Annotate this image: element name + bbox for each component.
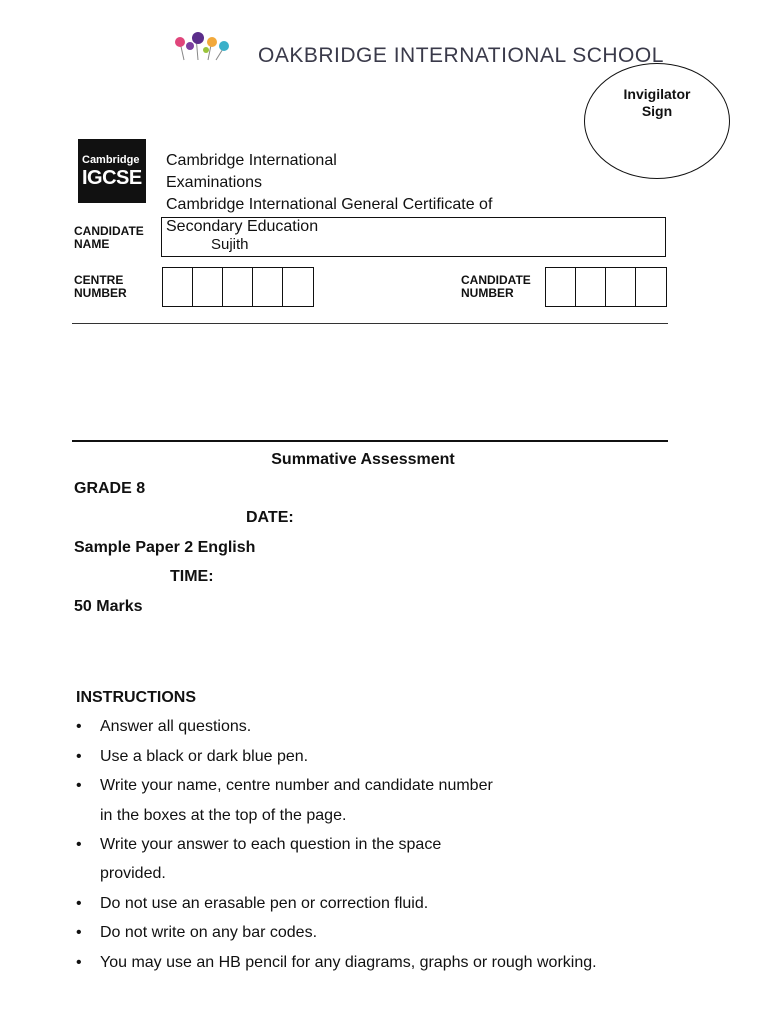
exam-body-line-1: Cambridge International bbox=[166, 152, 337, 169]
total-marks: 50 Marks bbox=[74, 598, 143, 615]
exam-body-line-2: Examinations bbox=[166, 174, 263, 191]
instruction-item: • Do not use an erasable pen or correction fluid. bbox=[76, 889, 696, 918]
candidate-number-digit[interactable] bbox=[636, 268, 666, 306]
logo-line-cambridge: Cambridge bbox=[82, 153, 140, 166]
cambridge-igcse-logo bbox=[78, 139, 146, 203]
centre-number-digit[interactable] bbox=[193, 268, 223, 306]
candidate-number-digit[interactable] bbox=[576, 268, 606, 306]
centre-number-digit[interactable] bbox=[253, 268, 283, 306]
assessment-title: Summative Assessment bbox=[271, 451, 455, 468]
logo-line-igcse: IGCSE bbox=[82, 166, 142, 189]
header-divider bbox=[72, 323, 668, 324]
candidate-name-label: CANDIDATE NAME bbox=[74, 224, 144, 251]
candidate-number-label: CANDIDATE NUMBER bbox=[461, 273, 531, 300]
exam-body-line-4: Secondary Education bbox=[166, 218, 319, 235]
instruction-item: • You may use an HB pencil for any diagrams, graphs or rough working. bbox=[76, 948, 696, 977]
centre-number-digit[interactable] bbox=[163, 268, 193, 306]
instruction-item: • Do not write on any bar codes. bbox=[76, 918, 696, 947]
candidate-number-boxes[interactable] bbox=[545, 267, 667, 307]
school-name: OAKBRIDGE INTERNATIONAL SCHOOL bbox=[258, 44, 664, 67]
candidate-number-digit[interactable] bbox=[546, 268, 576, 306]
time-label: TIME: bbox=[170, 568, 214, 585]
instruction-item: • Write your name, centre number and candidate number bbox=[76, 771, 696, 800]
instruction-item: • Use a black or dark blue pen. bbox=[76, 742, 696, 771]
sign-label: Sign bbox=[641, 103, 673, 119]
instruction-item: • Write your answer to each question in the space bbox=[76, 830, 696, 859]
candidate-name-value: Sujith bbox=[211, 236, 249, 253]
invigilator-label: Invigilator bbox=[623, 86, 691, 102]
grade-label: GRADE 8 bbox=[74, 480, 146, 497]
exam-body-line-3: Cambridge International General Certificate of bbox=[166, 196, 493, 213]
instruction-item-continuation: provided. bbox=[100, 865, 166, 883]
centre-number-digit[interactable] bbox=[223, 268, 253, 306]
paper-title: Sample Paper 2 English bbox=[74, 539, 256, 556]
date-label: DATE: bbox=[246, 509, 294, 526]
school-logo-icon bbox=[168, 30, 248, 70]
instruction-item-continuation: in the boxes at the top of the page. bbox=[100, 806, 347, 824]
school-header bbox=[160, 0, 664, 67]
candidate-number-digit[interactable] bbox=[606, 268, 636, 306]
centre-number-boxes[interactable] bbox=[162, 267, 314, 307]
centre-number-label: CENTRE NUMBER bbox=[74, 273, 127, 300]
centre-number-digit[interactable] bbox=[283, 268, 313, 306]
instructions-heading: INSTRUCTIONS bbox=[76, 689, 196, 706]
instructions-section bbox=[76, 683, 696, 977]
invigilator-sign-box bbox=[584, 63, 730, 179]
section-divider bbox=[72, 440, 668, 442]
instruction-item: • Answer all questions. bbox=[76, 712, 696, 741]
